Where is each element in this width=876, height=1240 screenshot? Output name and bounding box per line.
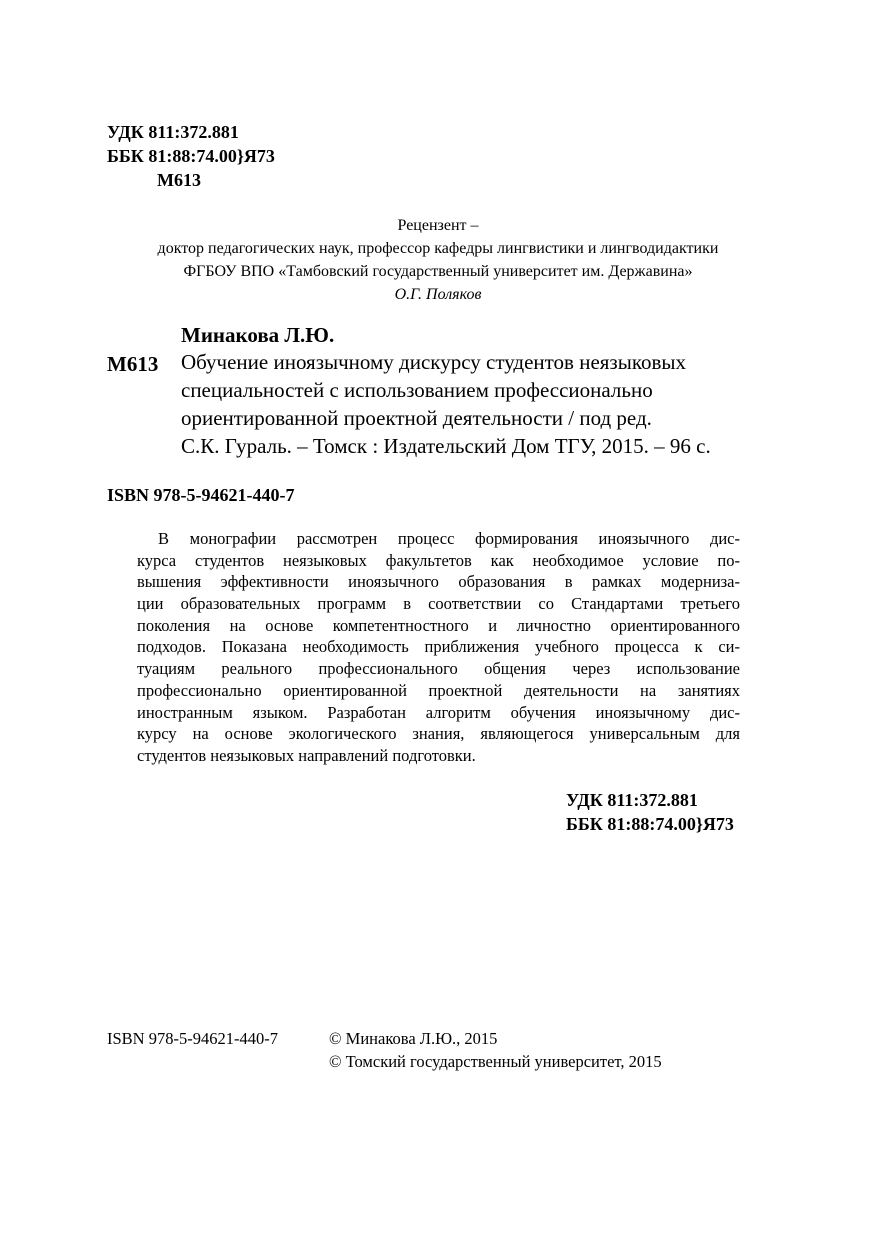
reviewer-position: доктор педагогических наук, профессор кафедры лингвистики и лингводидактики [157, 240, 719, 257]
udk-code: УДК 811:372.881 [107, 122, 239, 142]
title-line: ориентированной проектной деятельности / под ред. [181, 406, 652, 430]
bibliographic-code: М613 [107, 352, 159, 376]
classification-block-right [566, 788, 734, 836]
abstract-line: ции образовательных программ в соответствии со Стандартами третьего [137, 594, 740, 614]
reviewer-name: О.Г. Поляков [394, 286, 482, 303]
book-author: Минакова Л.Ю. [181, 323, 335, 347]
abstract-line: туациям реального профессионального общения через использование [137, 659, 740, 679]
footer-isbn: ISBN 978-5-94621-440-7 [107, 1029, 278, 1048]
copyright-author: © Минакова Л.Ю., 2015 [329, 1029, 498, 1048]
abstract-line: курса студентов неязыковых факультетов как необходимое условие по- [137, 550, 740, 570]
bbk-code: ББК 81:88:74.00}Я73 [566, 814, 734, 834]
abstract-line: вышения эффективности иноязычного образования в рамках модерниза- [137, 572, 740, 592]
title-line: специальностей с использованием профессионально [181, 378, 653, 402]
copyright-university: © Томский государственный университет, 2015 [329, 1052, 662, 1071]
isbn-heading: ISBN 978-5-94621-440-7 [107, 485, 295, 505]
abstract-line: поколения на основе компетентностного и личностно ориентированного [137, 615, 740, 635]
abstract-line: студентов неязыковых направлений подготовки. [137, 745, 476, 765]
bibliographic-description [181, 348, 781, 460]
reviewer-block [100, 214, 776, 306]
title-line: Обучение иноязычному дискурсу студентов неязыковых [181, 350, 686, 374]
copyright-block [329, 1027, 662, 1073]
abstract-line: иностранным языком. Разработан алгоритм обучения иноязычному дис- [137, 702, 740, 722]
reviewer-organization: ФГБОУ ВПО «Тамбовский государственный университет им. Державина» [183, 263, 693, 280]
abstract [137, 528, 740, 767]
bbk-code: ББК 81:88:74.00}Я73 [107, 146, 275, 166]
classification-block-top [107, 120, 275, 192]
abstract-line: В монографии рассмотрен процесс формирования иноязычного дис- [158, 529, 740, 548]
abstract-line: подходов. Показана необходимость приближения учебного процесса к си- [137, 637, 740, 657]
title-line: С.К. Гураль. – Томск : Издательский Дом ТГУ, 2015. – 96 с. [181, 434, 711, 458]
author-mark: М613 [157, 170, 201, 190]
udk-code: УДК 811:372.881 [566, 790, 698, 810]
abstract-line: курсу на основе экологического знания, являющегося универсальным для [137, 724, 740, 744]
reviewer-heading: Рецензент – [397, 217, 479, 234]
abstract-line: профессионально ориентированной проектной деятельности на занятиях [137, 680, 740, 700]
